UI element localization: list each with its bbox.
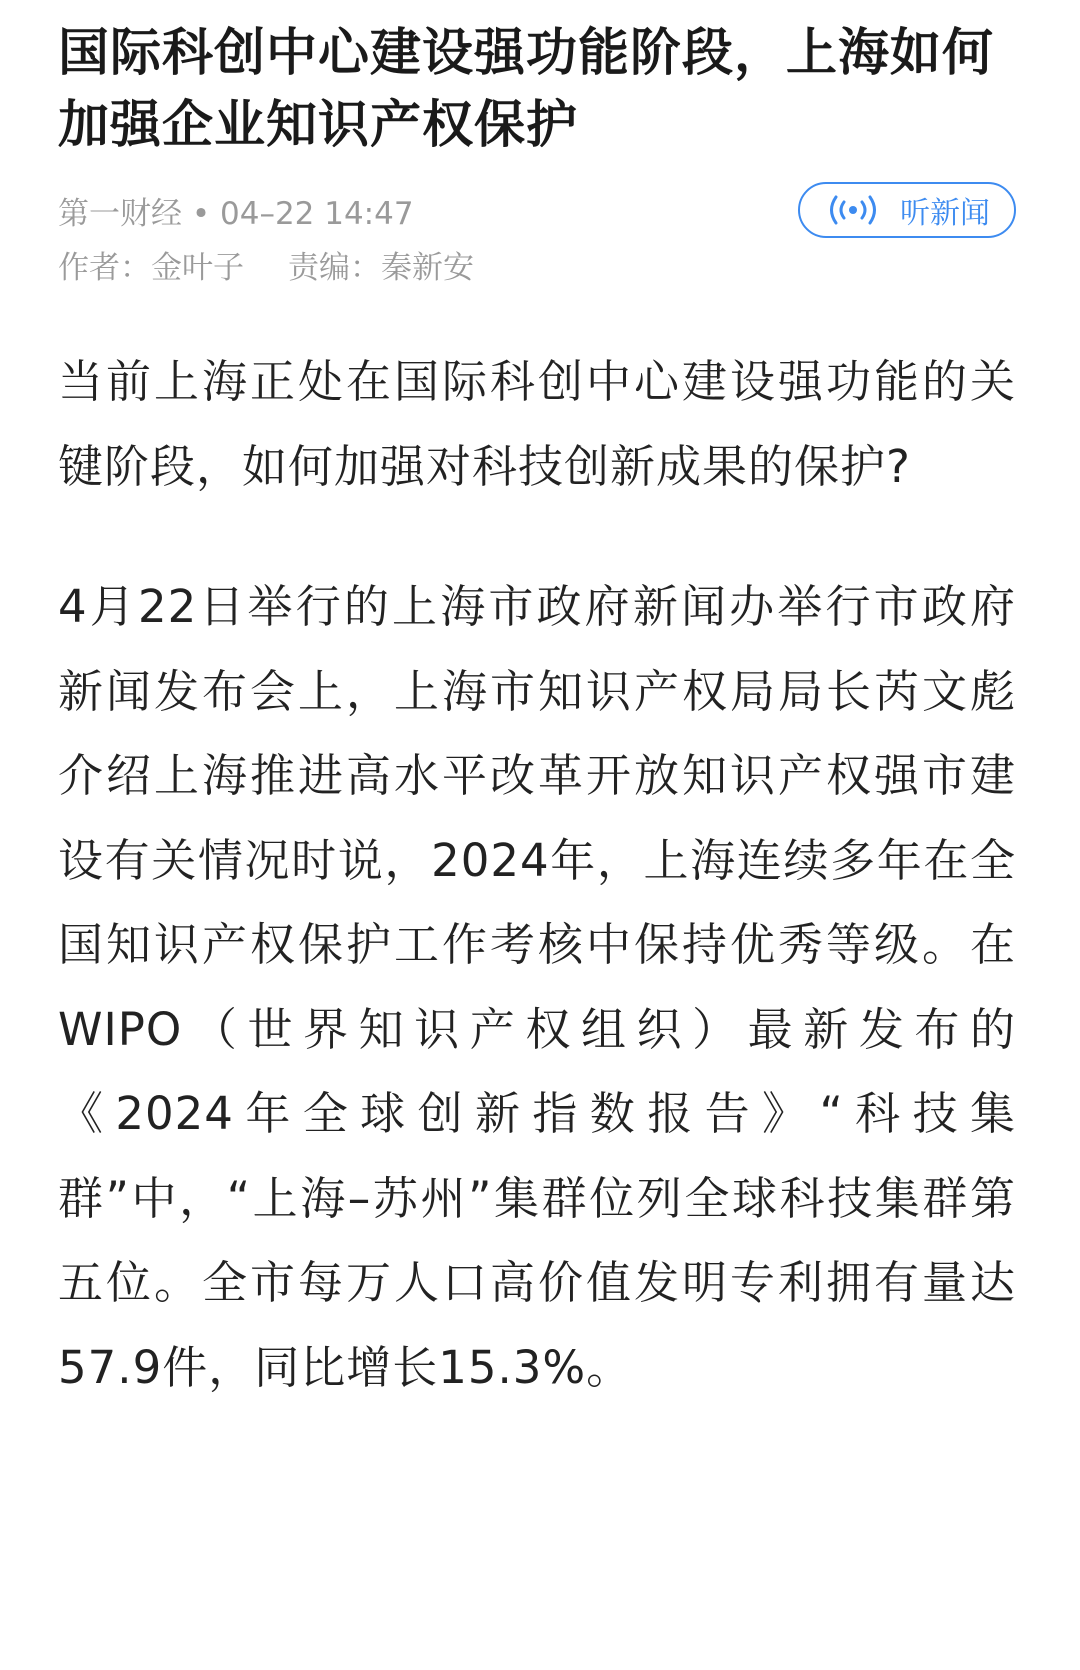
listen-news-label: 听新闻 xyxy=(900,196,990,231)
author-row xyxy=(58,248,1016,288)
article-meta-row xyxy=(58,182,1016,248)
listen-news-button[interactable] xyxy=(798,182,1016,238)
editor: 责编：秦新安 xyxy=(288,250,474,286)
source-and-time: 第一财经 • 04–22 14:47 xyxy=(58,196,414,232)
article-paragraph: 当前上海正处在国际科创中心建设强功能的关键阶段，如何加强对科技创新成果的保护? xyxy=(58,355,1016,493)
author: 作者：金叶子 xyxy=(58,250,244,286)
radio-wave-icon xyxy=(824,193,882,227)
article-title: 国际科创中心建设强功能阶段，上海如何加强企业知识产权保护 xyxy=(58,24,995,155)
article-paragraph: 4月22日举行的上海市政府新闻办举行市政府新闻发布会上，上海市知识产权局局长芮文彪介绍上海推进高水平改革开放知识产权强市建设有关情况时说，2024年，上海连续多年在全国知识产权保护工作考核中保持优秀等级。在WIPO（世界知识产权组织）最新发布的《2024年全球创新指数报告》“科技集群”中，“上海–苏州”集群位列全球科技集群第五位。全市每万人口高价值发明专利拥有量达57.9件，同比增长15.3%。 xyxy=(58,580,1016,1394)
